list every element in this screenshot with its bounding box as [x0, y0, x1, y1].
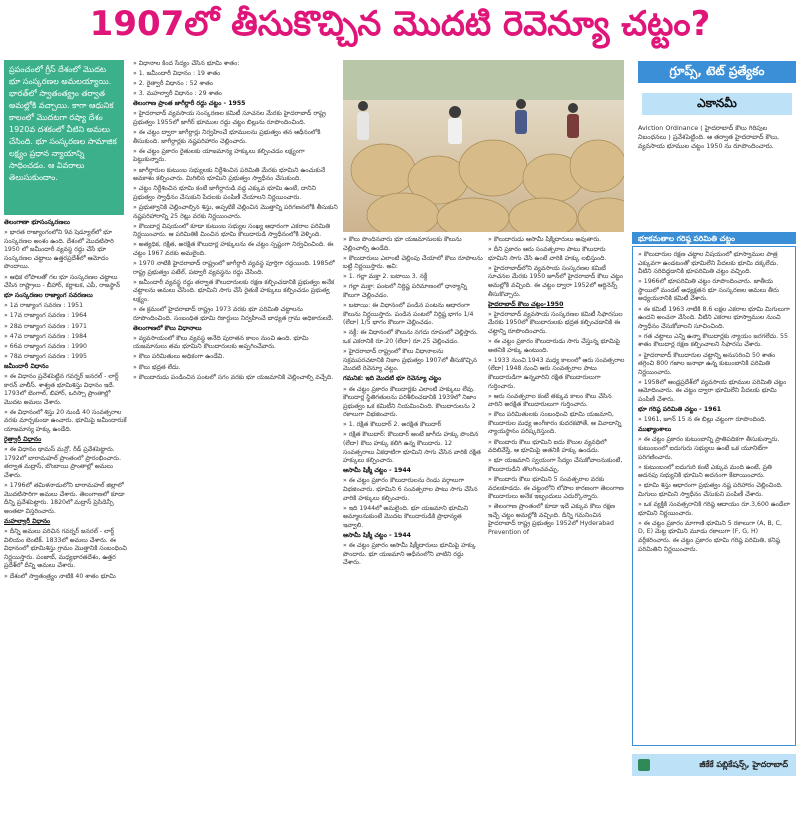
box_items-item: భూ గరిష్ఠ పరిమితి చట్టం - 1961: [638, 406, 722, 414]
col2-item: » అత్యధిక, రక్షిత, అరక్షిత కౌలుదార్ల హక్కులను ఈ చట్టం స్పష్టంగా నిర్వచించింది. ఈ చట్టం 1967 వరకు అమలైంది.: [133, 241, 334, 257]
col1-item: » 1వ రాజ్యాంగ సవరణ : 1951: [4, 302, 84, 310]
box_items-item: » ఈ కమిటీ 1963 నాటికి 8.6 లక్షల ఎకరాల భూమి మిగులుగా ఉందని అంచనా వేసింది. వీటిని ఎకరాల భూస్వాముల నుంచి స్వాధీనం చేసుకోవాలని సూచించింది.: [638, 305, 790, 330]
col2-item: » 1970 నాటికి హైదరాబాద్ రాష్ట్రంలో జాగీర్దారీ వ్యవస్థ పూర్తిగా రద్దయింది. 1985లో రాష్ట్ర ప్రభుత్వం పటేల్, పట్వారీ వ్యవస్థను రద్దు చేసింది.: [133, 259, 335, 276]
col3-item: » బటాయి: ఈ విధానంలో పండిన పంటను ఆధారంగా కౌలును నిర్ణయిస్తారు. పండిన పంటలో నిర్దిష్ట భాగం 1/4 (లేదా) 1/5 భాగం కౌలుగా చెల్లించడం.: [343, 302, 474, 327]
box_items-item: » కౌలుదారుల రక్షణ చట్టాల విషయంలో భూస్వాముల పాత్ర ఎక్కువగా ఉండటంతో భూమిలేని పేదలకు భూమి దక్కలేదు. వీటిని సరిదిద్దడానికి భూపరిమితి చట్టం వచ్చింది.: [638, 251, 779, 276]
col1-item: » భారత రాజ్యాంగంలోని 9వ షెడ్యూల్‌లో భూ సంస్కరణల అంశం ఉంది. దేశంలో మొదటిసారి 1950 లో జమీందారీ వ్యవస్థ రద్దు చేసే భూ సంస్కరణల చట్టాలు ఉత్తరప్రదేశ్‌లో ఆమోదం పొందాయి.: [4, 229, 114, 271]
box_items-item: » ఒక వ్యక్తికి సంవత్సరానికి గరిష్ఠ ఆదాయం రూ.3,600 ఉండేలా భూమిని నిర్ణయించారు.: [638, 501, 790, 517]
col1-item: మహల్వారీ విధానం: [4, 518, 51, 525]
col2-item: » విధానాల కింద సేద్యం చేసిన భూమి శాతం:: [133, 60, 240, 67]
tag-economy: ఎకానమీ: [642, 93, 792, 115]
col1-item: » 66వ రాజ్యాంగ సవరణ : 1990: [4, 342, 87, 350]
col1-item: » ఈ విధానం ప్రవేశపెట్టిన గవర్నర్ జనరల్ - లార్డ్ కారన్ వాలీస్. శాశ్వత భూమిశిస్తు విధానం ఇదే. 1793లో బెంగాల్, బిహార్, ఒరిస్సా ప్రాంతాల్లో మొదట అమలు చేశారు.: [4, 373, 119, 406]
box_items-item: » ఈ చట్టం ప్రకారం కుటుంబాన్ని ప్రాతిపదికగా తీసుకున్నారు. కుటుంబంలో ఐదుగురు సభ్యులు ఉంటే ఒక యూనిట్‌గా పరిగణించారు.: [638, 436, 780, 461]
col4-item: » దీని ప్రకారం ఆరు సంవత్సరాల పాటు కౌలుదారు భూమిని సాగు చేసి ఉంటే వారికి హక్కు లభిస్తుంది.: [488, 246, 607, 262]
col1-item: తెలంగాణా భూసంస్కరణలు: [4, 219, 70, 226]
col1-item: రైత్వారీ విధానం: [4, 436, 42, 444]
headline: 1907లో తీసుకొచ్చిన మొదటి రెవెన్యూ చట్టం?: [89, 4, 711, 44]
col3-item: ఆసామీ షిక్మీ చట్టం - 1944: [343, 532, 411, 539]
col2-item: » 3. మహల్వారీ విధానం : 29 శాతం: [133, 90, 222, 98]
col2-item: » కౌలు భద్రత లేదు.: [133, 363, 181, 371]
col3-item: » ఇది 1944లో అమలైంది. భూ యజమాని భూమిని అమ్మాలనుకుంటే మొదట కౌలుదారుడికి ప్రాధాన్యత ఇవ్వాలి.: [343, 504, 469, 529]
ceiling-act-box: [632, 246, 796, 746]
col2-item: » హైదరాబాద్ వ్యవసాయ సంస్కరణల కమిటీ సూచనల మేరకు హైదరాబాద్ రాష్ట్ర ప్రభుత్వం 1955లో జాగీర్ భూముల రద్దు చట్టం బిల్లును రూపొందించింది.: [133, 110, 326, 127]
box-content: [638, 251, 790, 741]
col3-item: » ఈ చట్టం ప్రకారం ఆసామీ షిక్మీదారులు భూమిపై హక్కు పొందారు. భూ యజమాని ఆధీనంలోని వాటిని రద్దు చేశారు.: [343, 542, 476, 567]
col4-item: » కౌలుదారుడు ఆసామీ షిక్మీదారులు అవుతారు.: [488, 236, 602, 243]
col2-item: » 2. రైత్వారీ విధానం : 52 శాతం: [133, 80, 213, 88]
col2-item: » కౌలుదారుడు పండించిన పంటలో సగం వరకు భూ యజమానికి చెల్లించాల్సి వచ్చేది.: [133, 373, 334, 381]
col3-item: » నక్దీ: ఈ విధానంలో కౌలును నగదు రూపంలో చెల్లిస్తారు. ఒక ఎకరానికి రూ.20 (లేదా) రూ.25 చెల్లించడం.: [343, 329, 478, 346]
box-title: భూకమతాల గరిష్ఠ పరిమితి చట్టం: [632, 232, 796, 244]
col3-item: » కౌలుదారులు ఎలాంటి చెల్లింపు చేయాలో కౌలు రూపాలను బట్టి నిర్ణయిస్తారు. అవి:: [343, 254, 483, 271]
col3-item: » రక్షిత కౌలుదార్: కౌలుదార్ అంటే జాగీరు హక్కు పొందిన (లేదా) కౌలు హక్కు కలిగి ఉన్న కౌలుదారు. 12 సంవత్సరాలు ఏకధాటిగా భూమిని సాగు చేసిన వారికి రక్షిత హక్కులు కల్పించారు.: [343, 431, 481, 465]
column-2: [133, 60, 339, 809]
col1-item: » 47వ రాజ్యాంగ సవరణ : 1984: [4, 332, 87, 340]
tag-groups-tet: గ్రూప్స్, టెట్ ప్రత్యేకం: [638, 61, 796, 83]
col4-item: » కౌలుదారు కౌలు భూమిని ఐదు కౌలుల వ్యవధిలో వదిలివేస్తే, ఆ భూమిపై అతనికి హక్కు ఉండదు.: [488, 438, 607, 455]
box_items-item: ముఖ్యాంశాలు: [638, 426, 672, 434]
col3-item: » హైదరాబాద్ రాష్ట్రంలో కౌలు విధానాలను సక్రమపరచటానికి నిజాం ప్రభుత్వం 1907లో తీసుకొచ్చిన మొదటి రెవెన్యూ చట్టం.: [343, 348, 478, 373]
credit-text: జీకేకే పబ్లికేషన్స్, హైదరాబాద్: [699, 759, 788, 769]
col2-item: » కౌలు పరిమితులు అధికంగా ఉండేవి.: [133, 353, 225, 361]
col3-item: గమనిక: ఇది మొదటి భూ రెవెన్యూ చట్టం: [343, 375, 442, 383]
col2-item: » ప్రభుత్వానికి చెల్లించాల్సిన శిస్తు, అప్పటికే చెల్లించిన మొత్తాన్ని పరిగణనలోకి తీసుకుని నష్టపరిహారాన్ని 25 రెట్లు వరకు నిర్ణయించారు.: [133, 203, 338, 220]
col1-item: » ఈ విధానంలో శిస్తు 20 నుండి 40 సంవత్సరాల వరకు మార్చకుండా ఉంచారు. భూమిపై జమీందారుకే యాజమాన్య హక్కు ఉండేది.: [4, 408, 127, 434]
box_items-item: » 1961, జూన్ 15 న ఈ బిల్లు చట్టంగా రూపొందింది.: [638, 416, 767, 424]
col4-item: » కౌలుదారు కౌలు భూమిని 5 సంవత్సరాల వరకు వదలకూడదు. ఈ చట్టంలోని లోపాల కారణంగా తెలంగాణ కౌలుదారులు అనేక ఇబ్బందులు ఎదుర్కొన్నారు.: [488, 475, 624, 501]
col2-item: తెలంగాణలో కౌలు విధానాలు: [133, 324, 202, 332]
column-1: [4, 219, 128, 809]
col3-item: » కౌలు పొందినవారు భూ యజమానులకు కౌలును చెల్లించాల్సి ఉండేది.: [343, 236, 462, 252]
col3-item: » ఈ చట్టం ప్రకారం కౌలుదారులను రెండు వర్గాలుగా విభజించారు. భూమిని 6 సంవత్సరాల పాటు సాగు చేసిన వారికి హక్కులు కల్పించారు.: [343, 477, 478, 502]
col2-item: » కౌలుదార్ల విషయంలో కూడా కుటుంబ సభ్యుల సంఖ్య ఆధారంగా ఎకరాల పరిమితి నిర్ణయించారు. ఆ పరిమితికి మించిన భూమి కౌలుదారుడి స్వాధీనంలోకి వెళ్ళింది.: [133, 222, 331, 239]
column-4: [488, 236, 626, 809]
box_items-item: » 1966లో భూపరిమితి చట్టం రూపొందించారు. జాతీయ స్థాయిలో మండల్ అధ్యక్షతన భూ సంస్కరణల అమలు తీరు అధ్యయనానికి కమిటీ వేశారు.: [638, 278, 779, 303]
col3-item: » 1. రక్షిత కౌలుదార్ 2. అరక్షిత కౌలుదార్: [343, 421, 442, 429]
col1-item: » 28వ రాజ్యాంగ సవరణ : 1971: [4, 322, 87, 330]
column-3: [343, 236, 483, 809]
col2-item: » వ్యవసాయంలో కౌలు వ్యవస్థ అనేది పురాతన కాలం నుంచి ఉంది. భూమి యజమానులు తమ భూమిని కౌలుదారులకు అప్పగించేవారు.: [133, 334, 309, 351]
col4-item: » ఈ చట్టం ప్రకారం కౌలుదారుడు సాగు చేస్తున్న భూమిపై అతనికి హక్కు ఉంటుంది.: [488, 338, 621, 354]
col3-item: » ఈ చట్టం ప్రకారం కౌలుదార్లకు ఎలాంటి హక్కులు లేవు. కౌలుదార్ల స్థితిగతులను పరిశీలించడానికి 1939లో నిజాం ప్రభుత్వం ఒక కమిటీని నియమించింది. కౌలుదారులను 2 రకాలుగా విభజించారు.: [343, 385, 477, 419]
col2-item: » చట్టం నిర్దేశించిన భూమి కంటే జాగీర్దారుడి వద్ద ఎక్కువ భూమి ఉంటే, దానిని ప్రభుత్వం స్వాధీనం చేసుకుని పేదలకు పంపిణీ చేయాలని నిర్ణయించారు.: [133, 185, 316, 201]
col4-item: » 1933 నుంచి 1943 మధ్య కాలంలో ఆరు సంవత్సరాల (లేదా) 1948 నుంచి ఆరు సంవత్సరాల పాటు కౌలుదారుడిగా ఉన్నవారిని రక్షిత కౌలుదారులుగా గుర్తించారు.: [488, 356, 625, 390]
intro-box: ప్రపంచంలో గ్రీస్ దేశంలో మొదట భూ సంస్కరణల అమలయ్యాయి. భారత్‌లో స్వాతంత్య్రం తర్వాత అమల్లోకి వచ్చాయి. కాగా ఆధునిక కాలంలో మొదటగా రష్యా దేశం 1920వ దశకంలో వీటిని అమలు చేసింది. భూ సంస్కరణల సామాజిక లక్ష్యం ప్రధాన న్యాయాన్ని సాధించడం. ఆ వివరాలు తెలుసుకుందాం.: [4, 60, 124, 215]
col2-item: » 1. జమీందారీ విధానం : 19 శాతం: [133, 70, 221, 78]
box_items-item: » 1958లో ఆంధ్రప్రదేశ్‌లో వ్యవసాయ భూముల పరిమితి చట్టం ఆమోదించారు. ఈ చట్టం ద్వారా భూమిలేని పేదలకు భూమి పంపిణీ చేశారు.: [638, 378, 787, 403]
col1-item: » ఈ విధానం థామస్ మన్రో, రీడ్ ప్రవేశపెట్టారు. 1792లో బారామహల్ ప్రాంతంలో ప్రారంభించారు. తర్వాత మద్రాస్, బొంబాయి ప్రాంతాల్లో అమలు చేశారు.: [4, 446, 122, 480]
col3-item: » గల్లా మక్తా: పంటలో నిర్దిష్ట పరిమాణంలో ధాన్యాన్ని కౌలుగా చెల్లించడం.: [343, 283, 467, 300]
col1-item: » దీన్ని అమలు పరిచిన గవర్నర్ జనరల్ - లార్డ్ విలియం బెంటిక్. 1833లో అమలు చేశారు. ఈ విధానంలో భూమిశిస్తు గ్రామం మొత్తానికి సంబంధించి నిర్ణయిస్తారు. పంజాబ్, మధ్యభారతదేశం, ఉత్తర ప్రదేశ్‌లో దీన్ని అమలు చేశారు.: [4, 528, 127, 570]
col4-item: » హైదరాబాద్ వ్యవసాయ సంస్కరణల కమిటీ సిఫారసుల మేరకు 1950లో కౌలుదారులకు భద్రత కల్పించడానికి ఈ చట్టాన్ని రూపొందించారు.: [488, 310, 623, 335]
col2-item: » ఈ క్రమంలో హైదరాబాద్ రాష్ట్రం 1973 వరకు భూ పరిమితి చట్టాలను రూపొందించింది. సంబంధిత భూమి రికార్డులు నిర్వహించే బాధ్యత గ్రామ అధికారులదే.: [133, 305, 334, 322]
col4-item: » భూ యజమాని స్వయంగా సేద్యం చేసుకోవాలనుకుంటే, కౌలుదారుడిని తొలగించవచ్చు.: [488, 457, 623, 473]
paddy-workers-photo: [343, 60, 624, 232]
col1-item: » 17వ రాజ్యాంగ సవరణ : 1964: [4, 312, 87, 320]
col2-item: తెలంగాణ ప్రాంత జాగీర్దారీ రద్దు చట్టం - 1955: [133, 100, 246, 108]
col1-item: » 1796లో తమిళనాడులోని బారామహల్ జిల్లాలో మొదటిసారిగా అమలు చేశారు. తెలంగాణలో కూడా దీన్ని ప్రవేశపెట్టారు. 1820లో మద్రాస్ ప్రెసిడెన్సీ అంతటా విస్తరించారు.: [4, 482, 125, 515]
col3-item: ఆసామీ షిక్మీ చట్టం - 1944: [343, 467, 411, 475]
col4-item: » హైదరాబాద్‌లోని వ్యవసాయ సంస్కరణల కమిటీ సూచనల మేరకు 1950 జూన్‌లో హైదరాబాద్ కౌలు చట్టం అమల్లోకి వచ్చింది. ఈ చట్టం ద్వారా 1952లో ఆర్డినెన్స్ తీసుకొచ్చారు.: [488, 264, 623, 298]
box_items-item: » భూమి శిస్తు ఆధారంగా ప్రభుత్వం నష్ట పరిహారం చెల్లించింది. మిగులు భూమిని స్వాధీనం చేసుకుని పంపిణీ చేశారు.: [638, 482, 783, 498]
footer-credit: [632, 754, 796, 776]
col4-item: హైదరాబాద్ కౌలు చట్టం-1950: [488, 300, 564, 308]
col4-item: » ఆరు సంవత్సరాల కంటే తక్కువ కాలం కౌలు చేసిన వారిని అరక్షిత కౌలుదారులుగా గుర్తించారు.: [488, 392, 612, 409]
qr-icon: [638, 759, 650, 771]
box_items-item: » ఈ చట్టం ప్రకారం మాగాణి భూమిని 5 రకాలుగా (A, B, C, D, E) మెట్ట భూమిని మూడు రకాలుగా (F, G, H) వర్గీకరించారు. ఈ చట్టం ప్రకారం భూమి గరిష్ఠ పరిమితి, కనిష్ఠ పరిమితిని నిర్ణయించారు.: [638, 519, 782, 553]
col1-item: జమీందారీ విధానం: [4, 362, 49, 370]
box_items-item: » హైదరాబాద్ కౌలుదారుల చట్టాన్ని అనుసరించి 50 శాతం తగ్గించి 800 గజాల జనాభా ఉన్న కుటుంబానికి పరిమితి నిర్ణయించారు.: [638, 351, 776, 376]
side-note: Aviction Ordinance ( హైదరాబాద్ కౌలు గిరిపుల నిబంధనలు ) ప్రవేశపెట్టింది. ఆ తర్వాత హైదరాబాద్ కౌలు, వ్యవసాయ భూముల చట్టం 1950 ను రూపొందించారు.: [638, 124, 780, 150]
box_items-item: » కుటుంబంలో ఐదుగురి కంటే ఎక్కువ మంది ఉంటే, ప్రతి అదనపు సభ్యునికి భూమిని అదనంగా కేటాయించారు.: [638, 463, 772, 480]
col1-item: భూ సంస్కరణల రాజ్యాంగ సవరణలు: [4, 292, 93, 300]
col1-item: » 78వ రాజ్యాంగ సవరణ : 1995: [4, 352, 87, 360]
col1-item: » దేశంలో స్వాతంత్ర్యం నాటికి 40 శాతం భూమి: [4, 572, 116, 580]
col1-item: » ఆధిక లోపాలతో గల భూ సంస్కరణల చట్టాలు చేసిన రాష్ట్రాలు - బీహార్, కర్ణాటక, ఎపీ, రాజస్థాన్: [4, 273, 121, 290]
col3-item: » 1. గల్లా మక్తా 2. బటాయి 3. నక్దీ: [343, 273, 428, 281]
box_items-item: » గత చట్టాలు ఎన్ని ఉన్నా కౌలుదార్లకు న్యాయం జరగలేదు. 55 శాతం కౌలుదార్ల రక్షణ కల్పించాలని సిఫారసు చేశారు.: [638, 332, 788, 349]
col2-item: » జాగీర్దారుల కుటుంబ సభ్యులకు నిర్దేశించిన పరిమితి మేరకు భూమిని ఉంచుకునే అవకాశం కల్పించారు. మిగిలిన భూమిని ప్రభుత్వం స్వాధీనం చేసుకుంది.: [133, 166, 326, 183]
col4-item: » తెలంగాణ ప్రాంతంలో కూడా ఇదే ఎక్కువ కౌలు రక్షణ ఇచ్చే చట్టం అమల్లోకి వచ్చింది. దీన్ని గమనించిన హైదరాబాద్ రాష్ట్ర ప్రభుత్వం 1952లో Hyderabad Prevention of: [488, 503, 615, 536]
col2-item: » ఈ చట్టం ప్రకారం రైతులకు యాజమాన్య హక్కులు కల్పించడం లక్ష్యంగా పెట్టుకున్నారు.: [133, 147, 305, 164]
col4-item: » కౌలు పరిమితులకు సంబంధించి భూమి యజమాని, కౌలుదారుల మధ్య అంగీకారం కుదరకపోతే, ఆ వివాదాన్ని న్యాయస్థానం పరిష్కరిస్తుంది.: [488, 411, 622, 436]
col2-item: » జమీందారీ వ్యవస్థ రద్దు తర్వాత కౌలుదారులకు రక్షణ కల్పించడానికి ప్రభుత్వం అనేక చట్టాలను అమలు చేసింది. భూమిని సాగు చేసే రైతుకే హక్కులు కల్పించడం ప్రభుత్వ లక్ష్యం.: [133, 278, 335, 303]
col2-item: » ఈ చట్టం ద్వారా జాగీర్దార్లు నిర్వహించే భూములను ప్రభుత్వం తన ఆధీనంలోకి తీసుకుంది. జాగీర్దార్లకు నష్టపరిహారం చెల్లించారు.: [133, 129, 321, 145]
